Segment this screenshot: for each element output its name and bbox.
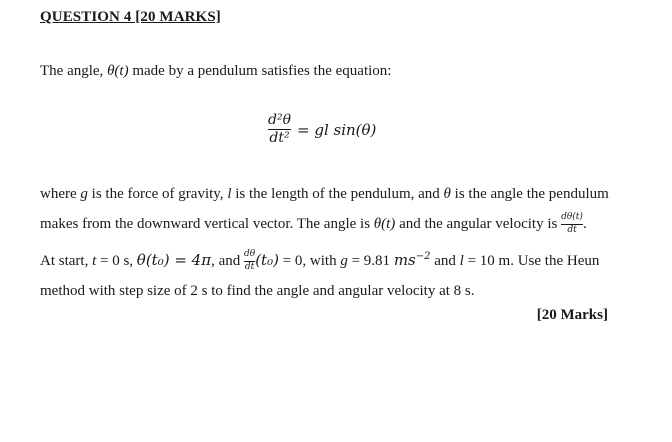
fraction-denominator: dt — [244, 261, 255, 272]
text-segment: = 0 s, — [96, 252, 137, 269]
symbol-g: g — [80, 186, 88, 202]
text-segment: where — [40, 186, 81, 202]
symbol-l: l — [227, 186, 232, 202]
intro-symbol: θ(t) — [107, 63, 129, 79]
unit-ms: ms — [393, 250, 416, 269]
initial-time-arg: (t₀) — [255, 250, 279, 269]
fraction-numerator: dθ(t) — [561, 212, 583, 222]
text-segment: is the length of the pendulum, and — [231, 186, 444, 202]
text-segment: is the force of gravity, — [87, 186, 228, 202]
initial-conditions-line — [40, 250, 599, 273]
symbol-theta: θ — [443, 186, 451, 202]
symbol-theta-t: θ(t) — [373, 215, 396, 232]
derivative-fraction — [244, 250, 255, 273]
task-line: method with step size of 2 s to find the angle and angular velocity at 8 s. — [40, 283, 475, 299]
text-segment: , and — [211, 252, 245, 269]
question-heading: QUESTION 4 [20 MARKS] — [40, 9, 221, 25]
text-segment: makes from the downward vertical vector. The angle is — [40, 215, 374, 232]
text-segment: = 10 m. Use the Heun — [463, 252, 600, 269]
text-segment: is the angle the pendulum — [450, 186, 609, 202]
fraction-denominator: dt — [567, 224, 577, 235]
second-derivative-fraction — [268, 113, 291, 147]
unit-exponent: −2 — [415, 250, 431, 262]
intro-suffix: made by a pendulum satisfies the equation: — [128, 63, 392, 79]
fraction-numerator: dθ — [244, 249, 256, 259]
intro-prefix: The angle, — [40, 63, 108, 79]
intro-line — [40, 62, 391, 80]
text-segment: . — [582, 215, 587, 232]
equation-rhs: = gl sin(θ) — [297, 120, 377, 139]
angular-velocity-fraction — [561, 213, 583, 236]
symbol-l: l — [459, 252, 464, 269]
text-segment: At start, — [40, 252, 93, 269]
initial-angle: θ(t₀) = 4π — [136, 250, 212, 269]
symbol-t: t — [92, 252, 97, 269]
text-segment: and — [430, 252, 460, 269]
text-segment: = 0, with — [278, 252, 341, 269]
text-segment: = 9.81 — [347, 252, 394, 269]
text-segment: and the angular velocity is — [395, 215, 562, 232]
symbol-g: g — [340, 252, 348, 269]
definition-line-1 — [40, 185, 609, 203]
fraction-numerator: d²θ — [268, 112, 292, 128]
pendulum-equation — [268, 113, 376, 147]
fraction-denominator: dt² — [269, 130, 290, 147]
definition-line-2 — [40, 213, 587, 236]
marks-label: [20 Marks] — [536, 307, 608, 323]
